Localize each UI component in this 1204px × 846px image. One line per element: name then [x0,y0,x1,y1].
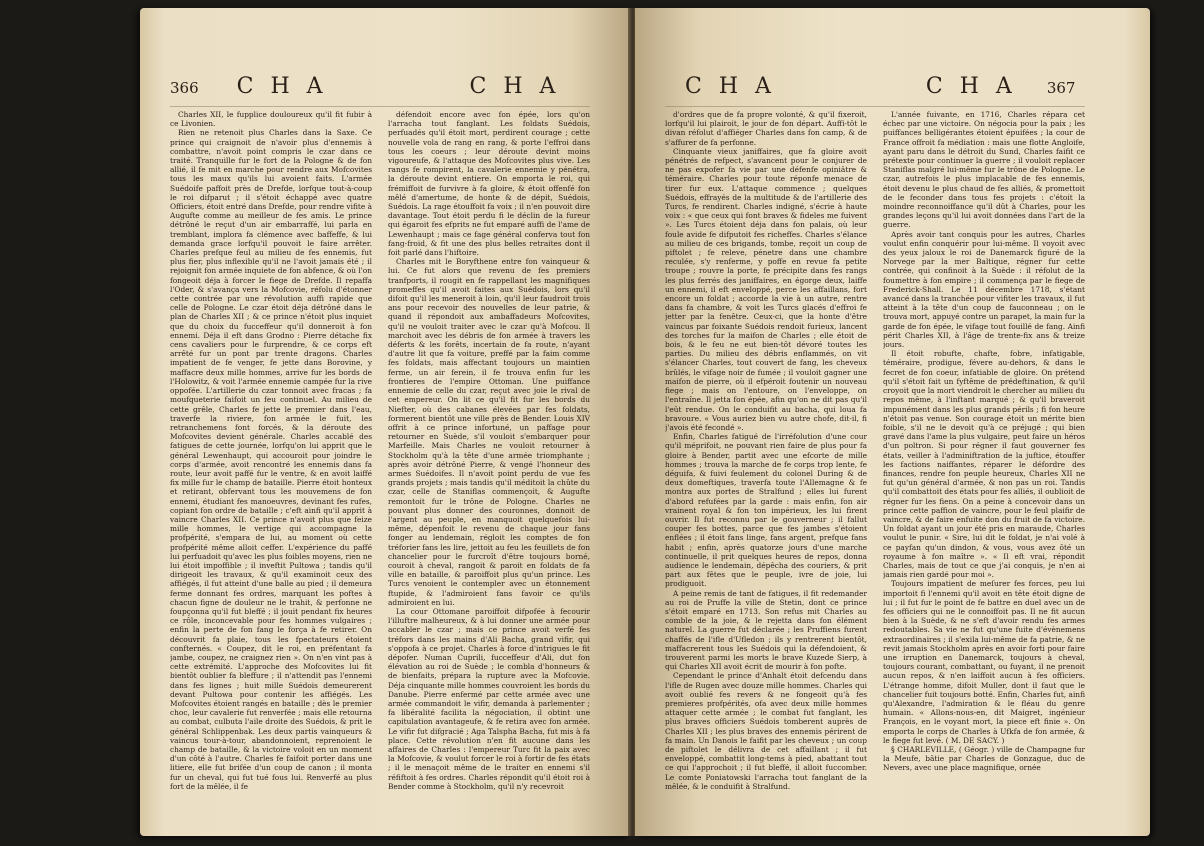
header-rule [170,106,590,107]
page-number: 366 [170,79,199,97]
paragraph: Cinquante vieux janiffaires, que fa gloire avoit pénétrés de refpect, s'avancent pour le conjurer de ne pas expofer fa vie par une défenfe opiniâtre & téméraire. Charles pour toute réponfe menace de tirer fur eux. L'attaque commence ; quelques Suédois, effrayés de la multitude & de l'artillerie des Turcs, fe rendirent. Charles indigné, s'écrie à haute voix : « que ceux qui font braves & fideles me fuivent ». Les Turcs étoient déja dans fon palais, où leur foule avide fe difputoit fes richeffes. Charles s'élance au milieu de ces brigands, tombe, reçoit un coup de piftolet ; fe releve, pénetre dans une chambre reculée, s'y renferme, y poffe en revue fa petite troupe ; rouvre la porte, fe précipite dans fes rangs les plus ferrés des janiffaires, en égorge deux, laiffe un ennemi, il eft enveloppé, perce les affaillans, fort encore un foldat ; accorde la vie à un autre, rentre dans fa chambre, & voit les Turcs glacés d'effroi fe jetter par la fenêtre. Ceux-ci, que la honte d'être vaincus par foixante Suédois rendoit furieux, lancent des torches fur la maifon de Charles ; elle étoit de bois, & le feu ne eut bien-tôt dévoré toutes les parties. Du milieu des débris enflammés, on vit s'élancer Charles, tout couvert de fang, les cheveux brûlés, le vifage noir de fumée ; il vouloit gagner une maifon de pierre, où il efpéroit foutenir un nouveau fiege ; mais on l'entoure, on l'enveloppe, on l'entraîne. Il jetta fon épée, afin qu'on ne dit pas qu'il l'eût rendue. On le conduifit au bacha, qui loua fa bravoure. « Vous auriez bien vu autre chofe, dit-il, fi j'avois été fecondé ». [665,146,867,432]
running-head: C H A [925,74,1017,99]
paragraph: Enfin, Charles fatigué de l'irréfolution d'une cour qu'il méprifoit, ne pouvant rien faire de plus pour fa gloire à Bender, partit avec une efcorte de mille hommes ; trouva la marche de fe corps trop lente, fe déguifa, & fuivi feulement du colonel During & de deux domeftiques, traverfa toute l'Allemagne & fe montra aux portes de Stralfund ; elles lui furent d'abord refufées par la garde : mais enfin, fon air vrainent royal & fon ton impérieux, les lui firent ouvrir. Il fut reconnu par le gouverneur ; il fallut couper fes bottes, parce que fes jambes s'étoient enflées ; il étoit fans linge, fans argent, prefque fans habit ; enfin, après quatorze jours d'une marche continuelle, il prit quelques heures de repos, donna audience le lendemain, dépêcha des couriers, & prit part aux fêtes que le peuple, ivre de joie, lui prodiguoit. [665,432,867,589]
text-column-right [883,110,1085,830]
paragraph: Charles mit le Boryfthene entre fon vainqueur & lui. Ce fut alors que revenu de fes premiers tranfports, il rougit en fe rappellant les magnifiques promeffes qu'il avoit faites aux Suédois, lors qu'il difoit qu'il les meneroit à loin, qu'il leur faudroit trois ans pour recevoir des nouvelles de leur patrie, & quand il répondoit aux ambaffadeurs Mofcovites, qu'il ne vouloit traiter avec le czar qu'à Mofcou. Il marchoit avec les débris de fon armée à travers les déferts & les forêts, incertain de fa route, n'ayant d'autre lit que fa voiture, preffé par la faim comme fes foldats, mais affectant toujours un maintien ferme, un air ferein, il fe trouva enfin fur les frontieres de l'empire Ottoman. Une puiffance ennemie de celle du czar, reçut avec joie le rival de cet empereur. On lit ce qu'il fit fur les bords du Niefter, où des cabanes élevées par fes foldats, formerent bientôt une ville près de Bender. Louis XIV offrit à ce prince infortuné, un paffage pour retourner en Suède, s'il vouloit s'embarquer pour Marfeille. Mais Charles ne vouloit retourner à Stockholm qu'à la tête d'une armée triomphante ; après avoir détrôné Pierre, & vengé l'honneur des armes Suédoifes. Il n'avoit point perdu de vue fes grands projets ; mais tandis qu'il méditoit la chûte du czar, celle de Staniflas commençoit, & Augufte remontoit fur le trône de Pologne. Charles ne pouvant plus donner des couronnes, donnoit de l'argent au peuple, en manquoit quelquefois lui-même, dépenfoit le revenu de chaque jour fans fonger au lendemain, régloit les comptes de fon tréforier fans les lire, jettoit au feu les feuillets de fon chancelier pour le furcroît d'être toujours borné, couroit à cheval, rangoit & paroit en foldats de fa ville en bataille, & paroiffoit plus qu'un prince. Les Turcs venoient le contempler avec un étonnement ftupide, & l'admiroient fans favoir ce qu'ils admiroient en lui. [388,257,590,607]
text-column-right [388,110,590,830]
paragraph: A peine remis de tant de fatigues, il fit redemander au roi de Pruffe la ville de Stetin, dont ce prince s'étoit emparé en 1713. Son refus mit Charles au comble de la joie, & le rejetta dans fon élément naturel. La guerre fut déclarée ; les Pruffiens furent chaffés de l'ifle d'Ufledon ; ils y rentrerent bientôt, maffacrerent tous les Suédois qui la défendoient, & trouverent parmi les morts le brave Kuzede Sierp, à qui Charles XII avoit écrit de mourir à fon pofte. [665,588,867,672]
left-page-header [170,74,610,104]
paragraph: Rien ne retenoit plus Charles dans la Saxe. Ce prince qui craignoit de n'avoir plus d'ennemis à combattre, n'avoit point compris le czar dans ce traité. Tranquille fur le fort de la Pologne & de fon allié, il fe mit en marche pour rendre aux Mofcovites tous les maux qu'ils lui avoient faits. L'armée Suédoife paffoit près de Drefde, lorfque tout-à-coup le roi difparut ; il s'étoit échappé avec quatre Officiers, étoit entré dans Drefde, pour rendre vifite à Augufte comme au meilleur de fes amis. Le prince détrôné le reçut d'un air embarraffé, lui parla en tremblant, implora fa clémence avec baffeffe, & lui demanda grace lorfqu'il pouvoit le faire arrêter. Charles prefque feul au milieu de fes ennemis, fut plus fier, plus inflexible qu'il ne l'avoit jamais été ; il rejoignit fon armée inquiete de fon abfence, & où l'on fongeoit déja à forcer le fiege de Drefde. Il repaffa l'Oder, & s'avança vers la Mofcovie, réfolu d'étonner cette contrée par une révolution auffi rapide que celle de Pologne. Le czar étoit déja détrôné dans le plan de Charles XII ; & ce prince n'étoit plus inquiet que du choix du fucceffeur qu'il donneroit à fon ennemi. Déja il eft dans Grodno : Pierre détache fix cens cavaliers pour le furprendre, & ce corps eft arrêté fur un pont par trente dragons. Charles impatient de fe venger, fe jette dans Borovine, y maffacre deux mille hommes, arrive fur les bords de l'Holowitz, & voit l'armée ennemie campée fur la rive oppofée. L'artillerie du czar tonnoit avec fracas ; fa moufqueterie faifoit un feu continuel. Au milieu de cette grêle, Charles fe jette le premier dans l'eau, traverfe la riviere, fon armée le fuit, les retranchemens font forcés, & la déroute des Mofcovites devient générale. Charles accablé des fatigues de cette journée, lorfqu'on lui apprit que le général Lewenhaupt, qui accouroit pour joindre le corps d'armée, avoit rencontré les ennemis dans fa route, leur avoit paffé fur le ventre, & en avoit laiffé fix mille fur le champ de bataille. Pierre étoit honteux et retirant, obfervant tous les mouvemens de fon ennemi, étudiant fes manoeuvres, devinant fes rufes, copiant fon ordre de bataille ; c'eft ainfi qu'il apprit à vaincre Charles XII. Ce prince n'avoit plus que feize mille hommes, le vertige qui accompagne la profpérité, s'empara de lui, au moment où cette profpérité même alloit ceffer. L'expérience du paffé lui perfuadoit qu'avec les plus foibles moyens, rien ne lui étoit impoffible ; il inveftit Pultowa ; tandis qu'il dirigeoit les travaux, & qu'il examinoit ceux des affiégés, il fut atteint d'une balle au pied ; il demeura ferme donnant fes ordres, marquant les poftes à chacun figne de douleur ne le trahit, & perfonne ne foupçonna qu'il fut bleffé ; il jouit pendant fix heures ce rôle, inconcevable pour fes hommes vulgaires ; enfin la perte de fon fang le força à fe retirer. On découvrit fa plaie, tous les fpectateurs étoient confternés. « Coupez, dit le roi, en préfentant fa jambe, coupez, ne craignez rien ». On n'en vint pas à cette extrémité. L'approche des Mofcovites lui fit bientôt oublier fa bleffure ; il n'attendit pas l'ennemi dans fes lignes ; huit mille Suédois demeurerent devant Pultowa pour contenir les affiégés. Les Mofcovites étoient rangés en bataille ; dès le premier choc, leur cavalerie fut renverfée ; mais elle retourna au combat, culbuta l'aile droite des Suédois, & prit le général Schlippenbak. Les deux partis vainqueurs & vaincus tour-à-tour, abandonnoient, reprenoient le champ de bataille, & la victoire voloit en un moment d'un côté à l'autre. Charles fe faifoit porter dans une litiere, elle fut brifée d'un coup de canon ; il monta fur un cheval, qui fut tué fous lui. Renverfé au plus fort de la mêlée, il fe [170,128,372,791]
open-book [140,8,1150,838]
running-head: C H A [685,74,776,99]
page-number: 367 [1046,79,1076,97]
paragraph: défendoit encore avec fon épée, lors qu'on l'arracha tout fanglant. Les foldats Suédois, perfuadés qu'il étoit mort, perdirent courage ; cette nouvelle vola de rang en rang, & porte l'effroi dans tous les coeurs ; leur déroute devint moins vigoureufe, & l'attaque des Mofcovites plus vive. Les rangs fe rompirent, la cavalerie ennemie y pénétra, la déroute devint entiere. On emporta le roi, qui frémiffoit de furvivre à fa gloire, & étoit offenfé fon mêlé d'amertume, de honte & de dépit, Suédois, Suédois. La rage étouffoit fa voix ; il n'en pouvoit dire davantage. Tout étoit perdu fi le déclin de la fureur qui égaroit fes efprits ne fut emparé auffi de l'ame de Lewenhaupt ; mais ce fage général conferva tout fon fang-froid, & fit une des plus belles retraites dont il foit parlé dans l'hiftoire. [388,110,590,258]
paragraph: Toujours impatient de meſurer fes forces, peu lui importoit fi l'ennemi qu'il avoit en tête étoit digne de lui ; il fut fur le point de fe battre en duel avec un de fes officiers qui ne le connoiffoit pas. Il ne fit aucun bien à la Suède, & ne s'eft d'avoir rendu fes armes redoutables. Sa vie ne fut qu'une fuite d'évènemens extraordinaires ; il s'exila lui-même de fa patrie, & ne revit jamais Stockholm après en avoir forti pour faire une irruption en Danemarck, toujours à cheval, toujours courant, combattant, ou fuyant, il ne prenoit aucun repos, & n'en laiffoit aucun à fes officiers. L'étrange homme, difoit Muller, dont il faut que le chancelier fuit toujours botté. Enfin, Charles fut, ainfi qu'Alexandre, l'admiration & le fléau du genre humain. « Allons-nous-en, dit Maigret, ingénieur François, en le voyant mort, la piece eft finie ». On emporta le corps de Charles à Ufkfa de fon armée, & le fiege fut levé. ( M. DE SACY. ) [883,579,1085,745]
left-page [140,8,630,836]
running-head: C H A [469,74,561,99]
paragraph: Charles XII, le fupplice douloureux qu'il fit fubir à ce Livonien. [170,110,372,129]
paragraph: § CHARLEVILLE, ( Géogr. ) ville de Champagne fur la Meufe, bâtie par Charles de Gonzague, duc de Nevers, avec une place magnifique, ornée [883,745,1085,773]
header-rule [665,106,1085,107]
paragraph: Il étoit robufte, chafte, fobre, infatigable, téméraire, prodigue, févere au-dehors, & dans le fecret de fon coeur, infatiable de gloire. On prétend qu'il s'étoit fait un fyftême de prédeftination, & qu'il croyoit que la mort viendroit le chercher au milieu du repos même, à l'inftant marqué ; & qu'il braveroit impunément dans les plus grands périls ; fi fon heure n'étoit pas venue. Son courage étoit un mérite bien foible, s'il ne le devoit qu'à ce préjugé ; qui bien gravé dans l'ame la plus vulgaire, peut faire un héros d'un poltron. Si pour régner il faut gouverner fes états, veiller à l'adminiftration de la juftice, étouffer les factions naiffantes, réparer le défordre des finances, rendre fon peuple heureux, Charles XII ne fut qu'un général d'armée, & non pas un roi. Tandis qu'il combattoit des états pour fes alliés, il oublioit de régner fur les fiens. On a peine à concevoir dans un prince cette paffion de vaincre, pour le feul plaifir de vaincre, & de faire enfuite don du fruit de fa victoire. Un foldat ayant un jour été pris en maraude, Charles voulut le punir. « Sire, lui dit le foldat, je n'ai volé à ce payfan qu'un dindon, & vous, vous avez ôté un royaume à fon maître ». « Il eft vrai, répondit Charles, mais de tout ce que j'ai conquis, je n'en ai jamais rien gardé pour moi ». [883,349,1085,580]
running-head: C H A [236,74,328,99]
right-page-header [685,74,1115,104]
paragraph: Après avoir tant conquis pour les autres, Charles voulut enfin conquérir pour lui-même. Il voyoit avec des yeux jaloux le roi de Danemarck figuré de la Norvege par la mer Baltique, régner fur cette contrée, qui confinoit à la Suède : il réfolut de la foumettre à fon empire ; il commença par le fiege de Frederick-Shall. Le 11 décembre 1718, s'étant avancé dans la tranchée pour vifiter les travaux, il fut atteint à la tête d'un coup de fauconneau ; on le trouva mort, appuyé contre un parapet, la main fur la garde de fon épée, le vifage tout fouillé de fang. Ainfi périt Charles XII, à l'âge de trente-fix ans & treize jours. [883,229,1085,350]
paragraph: La cour Ottomane paroiffoit difpofée à fecourir l'illuftre malheureux, & à lui donner une armée pour accabler le czar ; mais ce prince avoit verfé fes tréfors dans les mains d'Ali Bacha, grand vifir, qui s'oppofa à ce projet. Charles à force d'intrigues le fit dépofer. Numan Cuprili, fucceffeur d'Ali, dut fon élévation au roi de Suède ; le combla d'honneurs & de bienfaits, prépara la rupture avec la Mofcovie. Déja cinquante mille hommes couvroient les bords du Danube. Pierre enfermé par cette armée avec une armée commandoit le vifir, demanda à parlementer ; fa libéralité facilita la négociation, il obtint une capitulation avantageufe, & fe retira avec fon armée. Le vifir fut difgracié ; Aga Talspha Bacha, fut mis à fa place. Cette révolution n'en fit aucune dans les affaires de Charles : l'empereur Turc fit la paix avec la Mofcovie, & voulut forcer le roi à fortir de fes états ; il le menaçoit même de le traiter en ennemi s'il réfiftoit à fes ordres. Charles répondit qu'il étoit roi à Bender comme à Stockholm, qu'il n'y recevroit [388,606,590,791]
paragraph: Cependant le prince d'Anhalt étoit defcendu dans l'ifle de Rugen avec douze mille hommes. Charles qui avoit oublié fes revers & ne fongeoit qu'à fes premieres profpérités, ofa avec deux mille hommes attaquer cette armée ; le combat fut fanglant, les plus braves officiers Suédois tomberent auprès de Charles XII ; les plus braves des ennemis périrent de fa main. Un Danois le faifit par les cheveux ; un coup de piftolet le délivra de cet affaillant ; il fut enveloppé, combattit long-tems à pied, abattant tout ce qui l'approchoit ; il fut bleffé, il alloit fuccomber. Le comte Poniatowski l'arracha tout fanglant de la mêlée, & le conduifit à Stralfund. [665,671,867,791]
text-column-left [665,110,867,830]
right-page [635,8,1150,836]
text-column-left [170,110,372,830]
paragraph: L'année fuivante, en 1716, Charles répara cet échec par une victoire. On négocia pour la paix ; les puiffances belligérantes étoient épuifées ; la cour de France offroit fa médiation : mais une flotte Angloife, ayant paru dans le détroit du Sund, Charles faifit ce prétexte pour continuer la guerre ; il vouloit replacer Staniflas malgré lui-même fur le trône de Pologne. Le czar, autrefois le plus implacable de fes ennemis, étoit devenu le plus chaud de fes alliés, & promettoit de le feconder dans tous fes projets : c'étoit la moindre reconnoiffance qu'il dût à Charles, pour les grandes leçons qu'il lui avoit données dans l'art de la guerre. [883,110,1085,230]
paragraph: d'ordres que de fa propre volonté, & qu'il fixeroit, lorfqu'il lui plairoit, le jour de fon départ. Auffi-tôt le divan réfolut d'affiéger Charles dans fon camp, & de s'affurer de fa perfonne. [665,110,867,147]
